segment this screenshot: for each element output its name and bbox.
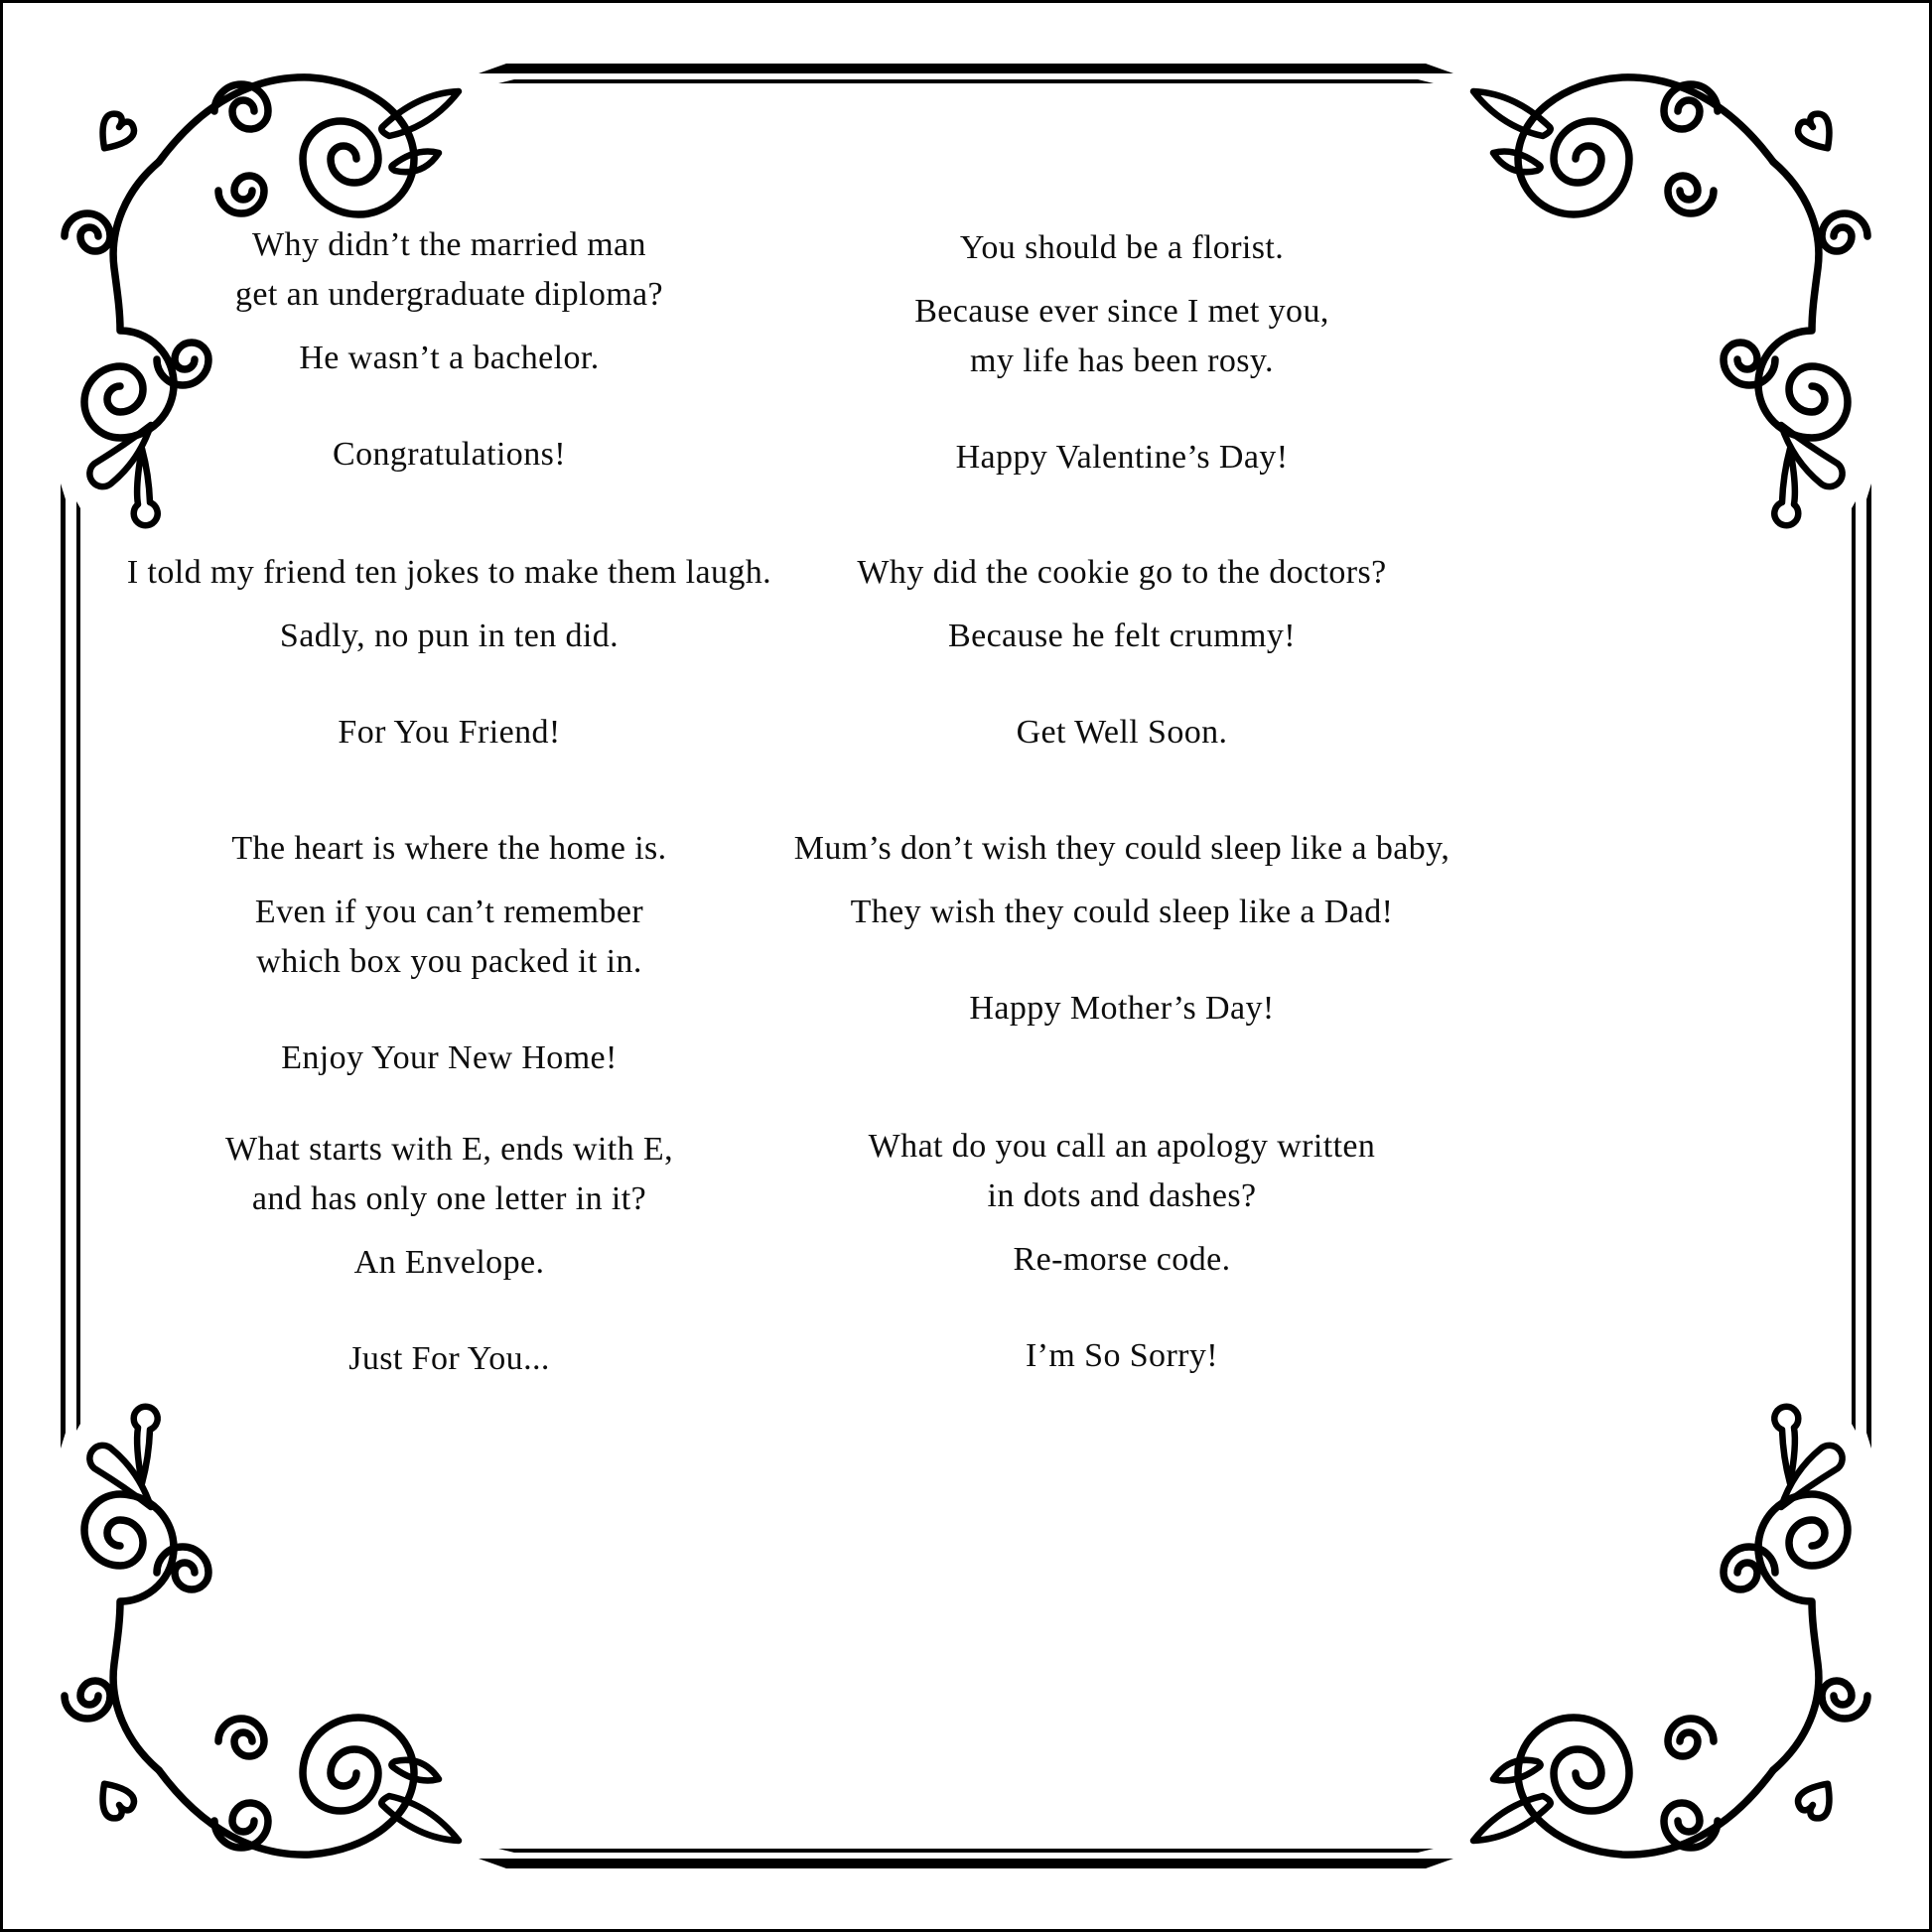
- card-greeting: For You Friend!: [338, 714, 561, 751]
- question-line: The heart is where the home is.: [231, 830, 667, 867]
- card-greeting: Happy Mother’s Day!: [969, 990, 1275, 1027]
- question-line: I told my friend ten jokes to make them laugh.: [126, 554, 772, 591]
- card-congratulations: [79, 220, 819, 480]
- question-line: in dots and dashes?: [987, 1177, 1257, 1214]
- answer-line: He wasn’t a bachelor.: [299, 340, 600, 376]
- joke-answer: [740, 888, 1504, 937]
- joke-answer: [79, 612, 819, 661]
- right-rule-thick: [1866, 483, 1871, 1449]
- answer-line: They wish they could sleep like a Dad!: [850, 894, 1394, 930]
- answer-line: Even if you can’t remember: [254, 894, 644, 930]
- joke-answer: [79, 334, 819, 383]
- question-line: Why did the cookie go to the doctors?: [857, 554, 1387, 591]
- answer-line: An Envelope.: [353, 1244, 545, 1281]
- joke-answer: [740, 287, 1504, 386]
- question-line: Why didn’t the married man: [252, 226, 646, 263]
- right-rule-thin: [1852, 501, 1856, 1431]
- card-new-home: [79, 824, 819, 1083]
- answer-line: which box you packed it in.: [256, 943, 642, 980]
- card-greeting: I’m So Sorry!: [1025, 1337, 1219, 1374]
- joke-answer: [79, 888, 819, 987]
- answer-line: Re-morse code.: [1013, 1241, 1231, 1278]
- card-get-well: [740, 548, 1504, 758]
- question-line: You should be a florist.: [959, 229, 1285, 266]
- card-greeting: Just For You...: [348, 1340, 550, 1377]
- corner-flourish-bottom-right: [1473, 1407, 1867, 1855]
- card-greeting: Enjoy Your New Home!: [281, 1039, 618, 1076]
- answer-line: Sadly, no pun in ten did.: [279, 618, 620, 654]
- joke-answer: [79, 1238, 819, 1288]
- left-column: [79, 0, 819, 1932]
- answer-line: Because he felt crummy!: [948, 618, 1296, 654]
- joke-question: [79, 824, 819, 874]
- card-sorry: [740, 1122, 1504, 1381]
- question-line: get an undergraduate diploma?: [234, 276, 664, 313]
- card-mothers-day: [740, 824, 1504, 1034]
- left-rule-thick: [61, 483, 66, 1449]
- card-greeting: Get Well Soon.: [1016, 714, 1228, 751]
- joke-answer: [740, 1235, 1504, 1285]
- joke-question: [740, 223, 1504, 273]
- right-column: [740, 0, 1504, 1932]
- joke-answer: [740, 612, 1504, 661]
- answer-line: my life has been rosy.: [970, 343, 1274, 379]
- question-line: and has only one letter in it?: [251, 1180, 647, 1217]
- answer-line: Because ever since I met you,: [914, 293, 1329, 330]
- joke-question: [79, 220, 819, 320]
- card-greeting: Congratulations!: [333, 436, 566, 473]
- joke-question: [79, 1125, 819, 1224]
- card-valentine: [740, 223, 1504, 483]
- question-line: What starts with E, ends with E,: [225, 1131, 673, 1168]
- joke-question: [740, 548, 1504, 598]
- card-just-for-you: [79, 1125, 819, 1384]
- joke-question: [740, 824, 1504, 874]
- question-line: Mum’s don’t wish they could sleep like a baby,: [793, 830, 1450, 867]
- joke-question: [740, 1122, 1504, 1221]
- card-friend: [79, 548, 819, 758]
- card-greeting: Happy Valentine’s Day!: [955, 439, 1289, 476]
- question-line: What do you call an apology written: [868, 1128, 1376, 1165]
- corner-flourish-top-right: [1473, 77, 1867, 525]
- joke-question: [79, 548, 819, 598]
